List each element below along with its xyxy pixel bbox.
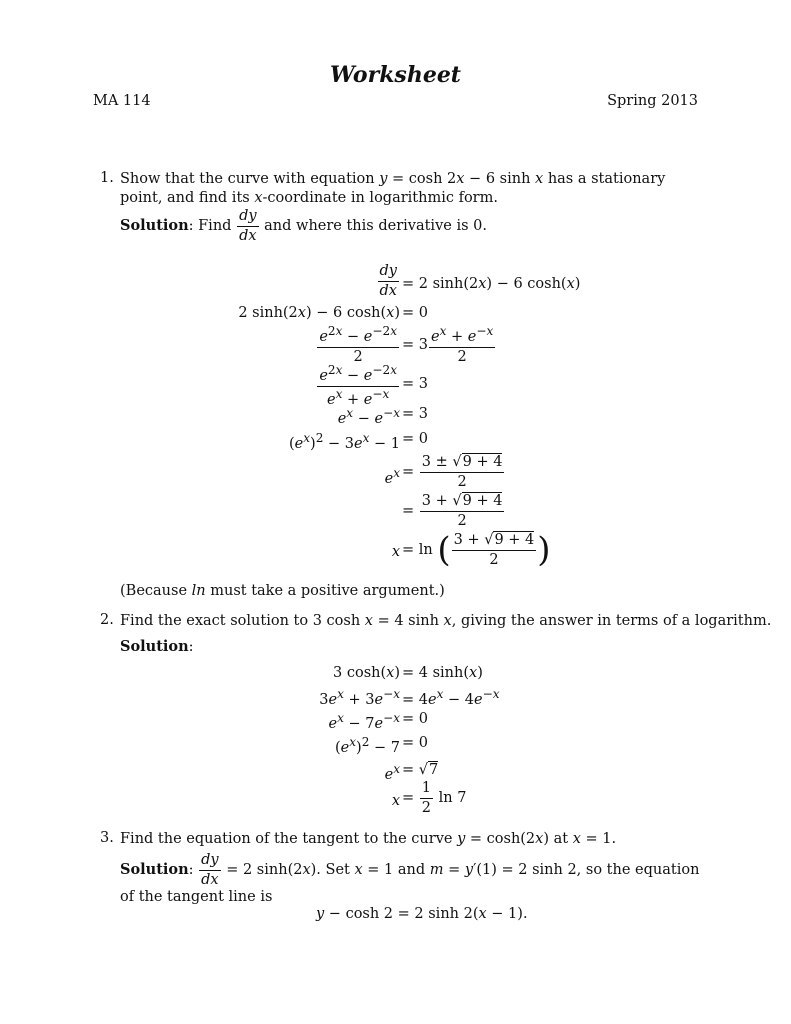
p1-step-8-rhs: = $\frac{3 + √9 + 4}{2}$ <box>402 493 503 529</box>
p1-step-3-lhs: $\frac{e^{2x} - e^{-2x}}{2}$ <box>319 324 397 365</box>
p1-step-1-rhs: = 2 sinh(2x) − 6 cosh(x) <box>402 276 581 292</box>
problem-3-number: 3. <box>100 830 114 846</box>
p1-step-4-lhs: $\frac{e^{2x} - e^{-2x}}{e^x + e^{-x}}$ <box>319 363 397 408</box>
p2-step-2-rhs: = $4e^x - 4e^{-x}$ <box>402 687 500 708</box>
p1-step-2-rhs: = 0 <box>402 305 428 321</box>
p1-step-6-lhs: $(e^x)^2 - 3e^x - 1$ <box>288 431 400 452</box>
problem-1-note: (Because ln must take a positive argument.) <box>120 583 445 599</box>
p1-step-3-rhs: = 3 $\frac{e^x + e^{-x}}{2}$ <box>402 324 494 365</box>
p1-step-5-lhs: $e^x - e^{-x}$ <box>337 406 400 427</box>
p1-step-4-rhs: = 3 <box>402 376 428 392</box>
p1-step-1-lhs: $\frac{dy}{dx}$ <box>379 263 397 299</box>
problem-2-number: 2. <box>100 612 114 628</box>
problem-1-statement: Show that the curve with equation y = cosh 2x − 6 sinh x has a stationary point, and find its x-coordinate in logarithmic form. <box>120 171 666 206</box>
p1-step-9-rhs: = ln ( $\frac{3 + √9 + 4}{2}$ ) <box>402 530 551 570</box>
p1-step-6-rhs: = 0 <box>402 431 428 447</box>
p2-step-2-lhs: $3e^x + 3e^{-x}$ <box>319 687 400 708</box>
p2-step-3-lhs: $e^x - 7e^{-x}$ <box>328 711 400 732</box>
p1-step-7-rhs: = $\frac{3 \pm √9 + 4}{2}$ <box>402 454 503 490</box>
p2-step-6-rhs: = $\frac{1}{2}$ ln 7 <box>402 780 467 816</box>
problem-2-solution-label: Solution: <box>120 638 194 655</box>
p2-step-1-lhs: 3 cosh(x) <box>333 665 400 681</box>
problem-3-final-equation: y − cosh 2 = 2 sinh 2(x − 1). <box>316 906 528 922</box>
p1-step-2-lhs: 2 sinh(2x) − 6 cosh(x) <box>238 305 400 321</box>
course-code: MA 114 <box>93 93 151 109</box>
p2-step-4-lhs: $(e^x)^2 - 7$ <box>334 735 400 756</box>
problem-3-statement: Find the equation of the tangent to the curve y = cosh(2x) at x = 1. <box>120 831 617 847</box>
problem-1-number: 1. <box>100 170 114 186</box>
p2-step-5-rhs: = √7 <box>402 762 439 778</box>
term: Spring 2013 <box>607 93 698 109</box>
page-title: Worksheet <box>330 62 461 88</box>
p2-step-4-rhs: = 0 <box>402 735 428 751</box>
problem-2-statement: Find the exact solution to 3 cosh x = 4 sinh x, giving the answer in terms of a logarithm. <box>120 613 772 629</box>
p2-step-1-rhs: = 4 sinh(x) <box>402 665 483 681</box>
p1-step-7-lhs: $e^x$ <box>384 466 400 487</box>
p2-step-3-rhs: = 0 <box>402 711 428 727</box>
problem-3-solution: Solution: $\frac{dy}{dx}$ = 2 sinh(2x). Set x = 1 and m = y′(1) = 2 sinh 2, so the equation of the tangent line is <box>120 852 700 906</box>
problem-1-solution: Solution: Find $\frac{dy}{dx}$ and where this derivative is 0. <box>120 208 487 244</box>
p2-step-5-lhs: $e^x$ <box>384 762 400 783</box>
p1-step-5-rhs: = 3 <box>402 406 428 422</box>
p1-step-9-lhs: x <box>391 544 400 560</box>
p2-step-6-lhs: x <box>391 793 400 809</box>
